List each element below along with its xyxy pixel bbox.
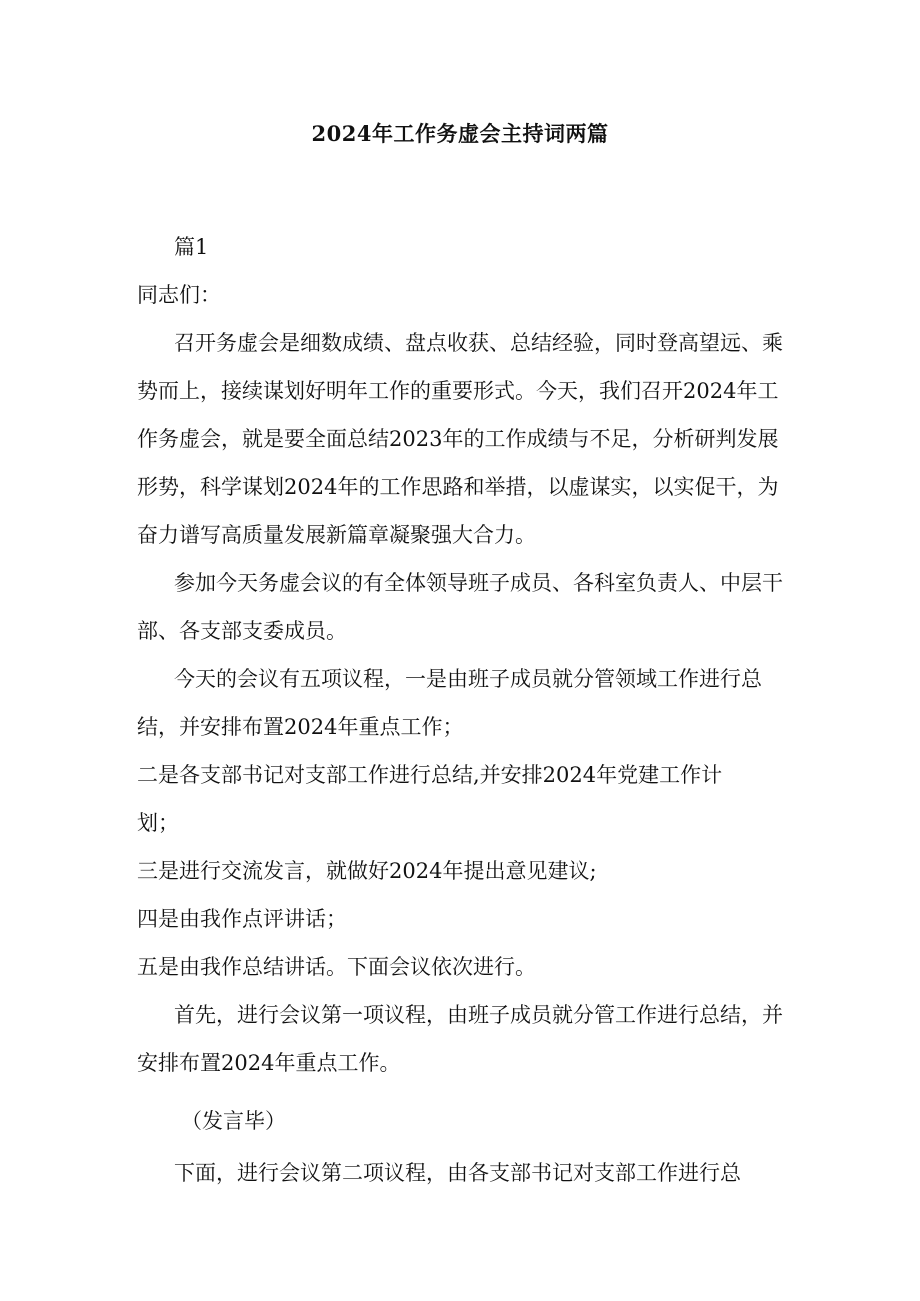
paragraph-second-agenda: 下面，进行会议第二项议程，由各支部书记对支部工作进行总 bbox=[174, 1161, 741, 1185]
paragraph-first-agenda: 首先，进行会议第一项议程，由班子成员就分管工作进行总结，并安排布置2024年重点工作。 bbox=[137, 1003, 783, 1075]
salutation: 同志们： bbox=[137, 283, 221, 307]
paragraph-attendees: 参加今天务虚会议的有全体领导班子成员、各科室负责人、中层干部、各支部支委成员。 bbox=[137, 571, 783, 643]
agenda-item-4: 四是由我作点评讲话； bbox=[137, 907, 347, 931]
speech-end-note: （发言毕） bbox=[181, 1109, 286, 1133]
agenda-item-2: 二是各支部书记对支部工作进行总结,并安排2024年党建工作计划； bbox=[137, 763, 723, 835]
document-body bbox=[137, 223, 785, 1197]
agenda-item-3: 三是进行交流发言，就做好2024年提出意见建议; bbox=[137, 859, 597, 883]
agenda-item-5: 五是由我作总结讲话。下面会议依次进行。 bbox=[137, 955, 536, 979]
section-label: 篇1 bbox=[174, 235, 209, 259]
document-title: 2024年工作务虚会主持词两篇 bbox=[311, 121, 609, 146]
paragraph-opening: 召开务虚会是细数成绩、盘点收获、总结经验，同时登高望远、乘势而上，接续谋划好明年工作的重要形式。今天，我们召开2024年工作务虚会，就是要全面总结2023年的工作成绩与不足，分析研判发展形势，科学谋划2024年的工作思路和举措，以虚谋实，以实促干，为奋力谱写高质量发展新篇章凝聚强大合力。 bbox=[137, 331, 783, 547]
paragraph-agenda-intro: 今天的会议有五项议程，一是由班子成员就分管领域工作进行总结，并安排布置2024年重点工作； bbox=[137, 667, 762, 739]
